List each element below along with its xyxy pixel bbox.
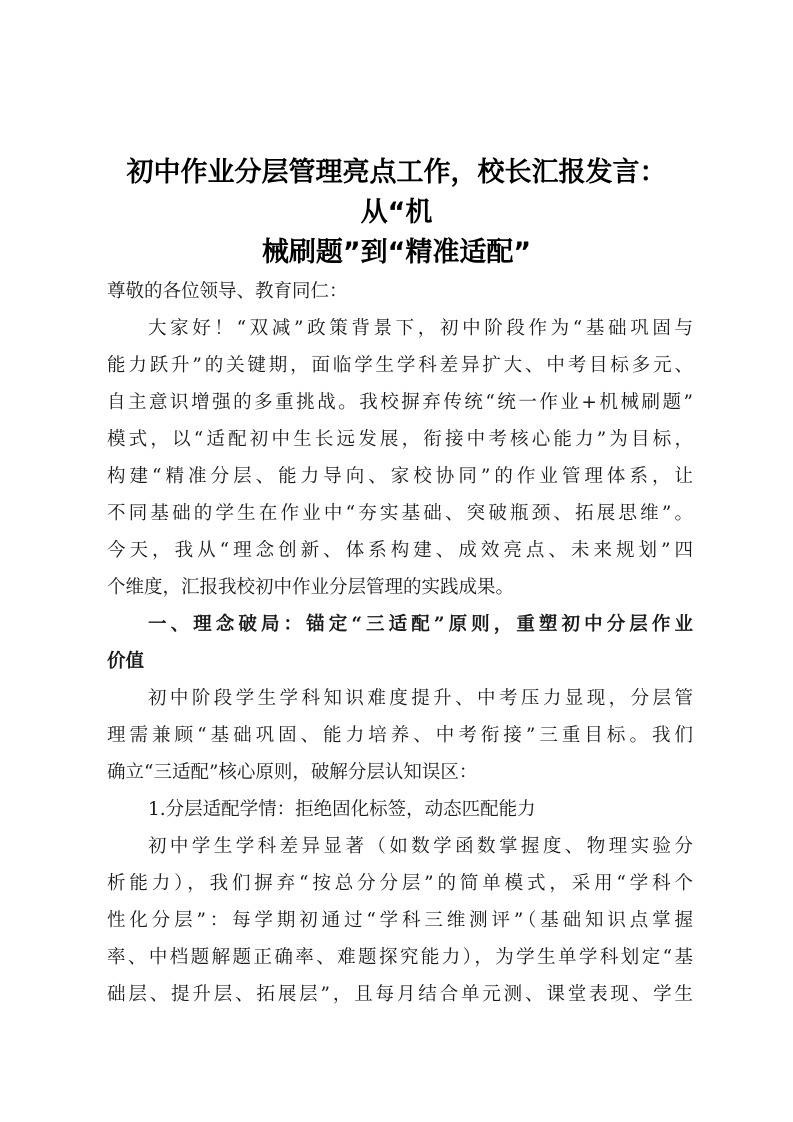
section-heading-1 xyxy=(107,606,693,680)
heading-line: 一、理念破局：锚定“三适配”原则，重塑初中分层作业 xyxy=(148,614,693,635)
text-line: 构建“精准分层、能力导向、家校协同”的作业管理体系，让 xyxy=(107,466,693,487)
salutation: 尊敬的各位领导、教育同仁： xyxy=(107,281,348,302)
document-body xyxy=(107,273,693,1013)
text-line: 个维度，汇报我校初中作业分层管理的实践成果。 xyxy=(107,577,515,598)
text-line: 础层、提升层、拓展层”，且每月结合单元测、课堂表现、学生 xyxy=(107,984,693,1005)
subheading-line: 1.分层适配学情：拒绝固化标签，动态匹配能力 xyxy=(148,799,536,820)
heading-line: 价值 xyxy=(107,651,145,672)
text-line: 确立“三适配”核心原则，破解分层认知误区： xyxy=(107,762,478,783)
text-line: 不同基础的学生在作业中“夯实基础、突破瓶颈、拓展思维”。 xyxy=(107,503,693,524)
title-line: 初中作业分层管理亮点工作，校长汇报发言：从“机 xyxy=(126,157,667,228)
document-title xyxy=(100,153,693,273)
text-line: 理需兼顾“基础巩固、能力培养、中考衔接”三重目标。我们 xyxy=(107,725,693,746)
text-line: 初中学生学科差异显著（如数学函数掌握度、物理实验分 xyxy=(148,836,693,857)
subheading-1 xyxy=(107,791,693,828)
text-line: 模式，以“适配初中生长远发展，衔接中考核心能力”为目标， xyxy=(107,429,693,450)
paragraph-section-1 xyxy=(107,680,693,791)
text-line: 率、中档题解题正确率、难题探究能力），为学生单学科划定“基 xyxy=(107,947,693,968)
text-line: 自主意识增强的多重挑战。我校摒弃传统“统一作业+机械刷题” xyxy=(107,392,693,413)
text-line: 析能力），我们摒弃“按总分分层”的简单模式，采用“学科个 xyxy=(107,873,693,894)
text-line: 性化分层”：每学期初通过“学科三维测评”（基础知识点掌握 xyxy=(107,910,693,931)
text-line: 能力跃升”的关键期，面临学生学科差异扩大、中考目标多元、 xyxy=(107,355,693,376)
text-line: 初中阶段学生学科知识难度提升、中考压力显现，分层管 xyxy=(148,688,693,709)
text-line: 大家好！“双减”政策背景下，初中阶段作为“基础巩固与 xyxy=(148,318,693,339)
title-line: 械刷题”到“精准适配” xyxy=(261,237,532,268)
paragraph-intro xyxy=(107,310,693,606)
paragraph-subsection-1 xyxy=(107,828,693,1013)
text-line: 今天，我从“理念创新、体系构建、成效亮点、未来规划”四 xyxy=(107,540,693,561)
